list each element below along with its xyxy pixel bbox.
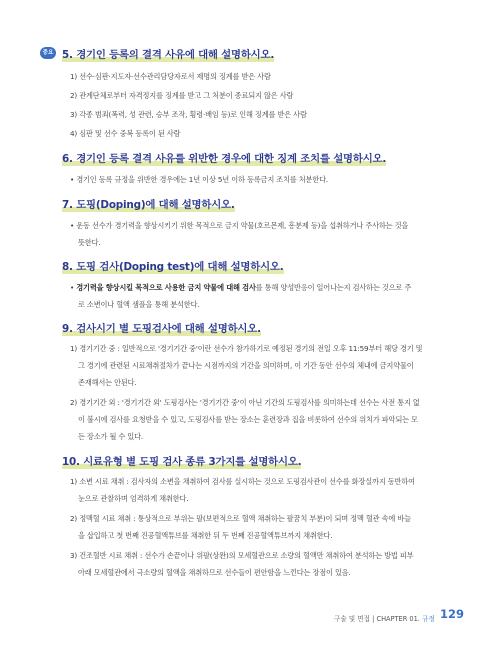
answer-line: 3) 각종 범죄(폭력, 성 관련, 승부 조작, 횡령·배임 등)로 인해 징계를 받은 사람 (70, 110, 307, 119)
question-6-title (62, 150, 386, 165)
answer-line: 아래 모세혈관에서 극소량의 혈액을 채취하므로 선수들이 편안함을 느낀다는 장점이 있음. (78, 568, 351, 577)
page-number: 129 (440, 607, 465, 621)
answer-line: 4) 심판 및 선수 중복 등록이 된 사람 (70, 129, 181, 138)
footer-chapter: CHAPTER 01. (376, 615, 420, 623)
answer-line: 2) 정맥혈 시료 채취 : 통상적으로 부위는 팔(보편적으로 혈액 채취하는 팔꿈치 부분)이 되며 정맥 혈관 속에 바늘 (70, 514, 411, 523)
question-title-text: 5. 경기인 등록의 결격 사유에 대해 설명하시오. (62, 49, 275, 61)
question-8-title (62, 258, 284, 273)
answer-line: 로 소변이나 혈액 샘플을 통해 분석한다. (78, 300, 200, 309)
answer-line: 1) 소변 시료 채취 : 검사자의 소변을 채취하여 검사를 실시하는 것으로 도핑검사관이 선수를 화장실까지 동반하여 (70, 477, 415, 486)
footer-separator: | (372, 615, 377, 623)
answer-line: 1) 경기기간 중 : 일반적으로 '경기기간 중'이란 선수가 참가하기로 예정된 경기의 전일 오후 11:59부터 해당 경기 및 (70, 344, 423, 353)
bullet-dot: • (70, 283, 77, 292)
answer-line: 2) 관계단체로부터 자격정지를 징계를 받고 그 처분이 종료되지 않은 사람 (70, 91, 294, 100)
question-title-text: 9. 검사시기 별 도핑검사에 대해 설명하시오. (62, 323, 261, 335)
answer-line: 든 장소가 될 수 있다. (78, 432, 144, 441)
question-title-text: 10. 시료유형 별 도핑 검사 종류 3가지를 설명하시오. (62, 456, 302, 468)
line-rest: 를 통해 양성반응이 일어나는지 검사하는 것으로 주 (255, 283, 412, 292)
answer-line: • 경기인 등록 규정을 위반한 경우에는 1년 이상 5년 이하 등록금지 조치를 처분한다. (70, 175, 329, 184)
question-7-title (62, 196, 235, 211)
question-9-title (62, 320, 261, 335)
answer-line: 그 경기에 관련된 시료채취절차가 끝나는 시점까지의 기간을 의미하며, 이 기간 동안 선수의 체내에 금지약물이 (78, 361, 414, 370)
answer-line: 이 불시에 검사를 요청받을 수 있고, 도핑검사를 받는 장소는 훈련장과 집을 비롯하여 선수의 위치가 파악되는 모 (78, 415, 418, 424)
page-footer (334, 613, 435, 623)
question-title-text: 7. 도핑(Doping)에 대해 설명하시오. (62, 199, 235, 211)
answer-line: 존재해서는 안된다. (78, 378, 137, 387)
answer-line: 1) 선수·심판·지도자·선수관리담당자로서 제명의 징계를 받은 사람 (70, 72, 271, 81)
answer-line: 3) 건조혈반 시료 채취 : 선수가 손끝이나 위팔(상완)의 모세혈관으로 소량의 혈액만 채취하여 분석하는 방법 피부 (70, 551, 414, 560)
answer-line: 뜻한다. (78, 238, 101, 247)
answer-line: 2) 경기기간 외 : '경기기간 외' 도핑검사는 '경기기간 중'이 아닌 기간의 도핑검사를 의미하는데 선수는 사전 통지 없 (70, 398, 420, 407)
question-title-text: 8. 도핑 검사(Doping test)에 대해 설명하시오. (62, 261, 284, 273)
answer-line: 눈으로 관찰하며 엄격하게 채취한다. (78, 494, 189, 503)
question-10-title (62, 453, 301, 468)
important-badge: 중요 (40, 47, 56, 59)
question-5-title (62, 46, 274, 61)
answer-line: 을 삽입하고 첫 번째 진공혈액튜브를 채취한 뒤 두 번째 진공혈액튜브까지 채취한다. (78, 531, 333, 540)
footer-book: 구술 및 면접 (334, 615, 371, 623)
bold-phrase: 경기력을 향상시킬 목적으로 사용한 금지 약물에 대해 검사 (76, 283, 256, 292)
question-title-text: 6. 경기인 등록 결격 사유를 위반한 경우에 대한 징계 조치를 설명하시오. (62, 153, 387, 165)
footer-section: 규정 (422, 615, 435, 623)
answer-line (70, 283, 411, 293)
answer-line: • 운동 선수가 경기력을 향상시키기 위한 목적으로 금지 약물(호르몬제, 흥분제 등)을 섭취하거나 주사하는 것을 (70, 221, 409, 230)
